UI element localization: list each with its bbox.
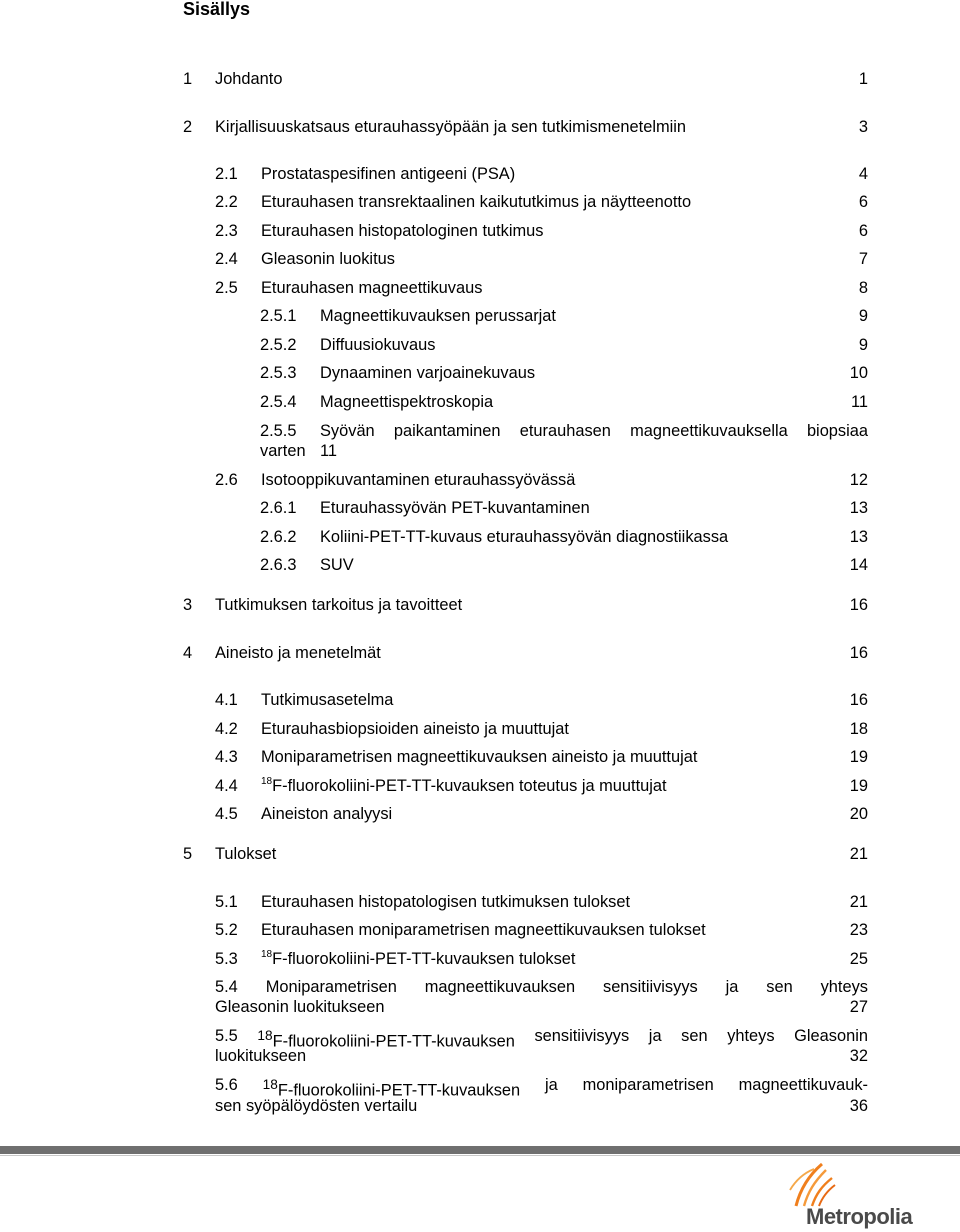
entry-number: 2.1 (215, 165, 238, 183)
entry-number: 2.6.2 (260, 528, 297, 546)
entry-page: 11 (320, 442, 338, 460)
entry-page: 16 (849, 596, 868, 614)
entry-number: 5.6 (215, 1076, 238, 1094)
entry-title: Eturauhasen transrektaalinen kaikututkimus ja näytteenotto (261, 193, 692, 211)
entry-page: 14 (849, 556, 868, 574)
entry-page: 27 (849, 998, 868, 1016)
entry-number: 2.2 (215, 193, 238, 211)
title-word: magneettikuvauksen (424, 978, 576, 996)
title-word: sen (766, 978, 793, 996)
title-word: ja (648, 1027, 662, 1045)
entry-title-continuation: luokitukseen (215, 1047, 307, 1065)
entry-title: Johdanto (215, 70, 283, 88)
entry-title (261, 949, 575, 972)
entry-page: 6 (858, 222, 868, 240)
entry-page: 21 (849, 893, 868, 911)
footer-bar (0, 1146, 960, 1154)
entry-number: 2.5.3 (260, 364, 297, 382)
entry-page: 7 (858, 250, 868, 268)
footer-divider (0, 1155, 960, 1156)
entry-page: 12 (849, 471, 868, 489)
entry-page: 16 (849, 644, 868, 662)
isotope-superscript: 18 (261, 776, 273, 787)
title-word: sen (681, 1027, 708, 1045)
entry-page: 18 (849, 720, 868, 738)
entry-title-continuation: varten (260, 442, 306, 460)
toc-heading: Sisällys (183, 0, 251, 19)
entry-number: 5 (183, 845, 193, 863)
entry-title-text: F-fluorokoliini-PET-TT-kuvauksen toteutus ja muuttujat (272, 777, 667, 795)
isotope-superscript: 18 (257, 1028, 273, 1043)
entry-page: 32 (849, 1047, 868, 1065)
entry-title-continuation: sen syöpälöydösten vertailu (215, 1097, 418, 1115)
entry-title: Tutkimusasetelma (261, 691, 394, 709)
entry-title: Eturauhasen magneettikuvaus (261, 279, 483, 297)
entry-title (261, 776, 667, 799)
entry-title: Magneettispektroskopia (320, 393, 494, 411)
entry-number: 4.2 (215, 720, 238, 738)
entry-title: Magneettikuvauksen perussarjat (320, 307, 556, 325)
entry-number: 2.6.1 (260, 499, 297, 517)
entry-title-line (215, 1026, 868, 1051)
title-word: Moniparametrisen (265, 978, 397, 996)
title-word: biopsiaa (806, 422, 868, 440)
entry-number: 1 (183, 70, 193, 88)
entry-number: 3 (183, 596, 193, 614)
entry-page: 4 (858, 165, 868, 183)
entry-title: Prostataspesifinen antigeeni (PSA) (261, 165, 516, 183)
entry-page: 10 (849, 364, 868, 382)
title-word: Syövän (320, 422, 375, 440)
entry-title-continuation: Gleasonin luokitukseen (215, 998, 385, 1016)
entry-number: 2.5 (215, 279, 238, 297)
entry-number: 5.5 (215, 1027, 238, 1045)
entry-page: 3 (858, 118, 868, 136)
title-word: sensitiivisyys (534, 1027, 630, 1045)
entry-number: 5.2 (215, 921, 238, 939)
entry-title: Moniparametrisen magneettikuvauksen aineisto ja muuttujat (261, 748, 698, 766)
entry-number: 4.5 (215, 805, 238, 823)
title-word: ja (725, 978, 739, 996)
title-word: yhteys (727, 1027, 775, 1045)
entry-title: Eturauhasen moniparametrisen magneettikuvauksen tulokset (261, 921, 706, 939)
entry-page: 13 (849, 499, 868, 517)
entry-number: 4.3 (215, 748, 238, 766)
entry-page: 20 (849, 805, 868, 823)
entry-number: 5.1 (215, 893, 238, 911)
entry-title-text: F-fluorokoliini-PET-TT-kuvauksen tulokset (272, 950, 576, 968)
entry-title: Tulokset (215, 845, 277, 863)
entry-number: 2.5.4 (260, 393, 297, 411)
isotope-superscript: 18 (261, 949, 273, 960)
entry-page: 9 (858, 336, 868, 354)
entry-title: Isotooppikuvantaminen eturauhassyövässä (261, 471, 576, 489)
entry-title: Eturauhasen histopatologisen tutkimuksen tulokset (261, 893, 631, 911)
entry-title-line (320, 421, 868, 441)
title-word: paikantaminen (393, 422, 501, 440)
entry-number: 5.4 (215, 978, 238, 996)
entry-number: 5.3 (215, 950, 238, 968)
entry-page: 9 (858, 307, 868, 325)
entry-number: 2.3 (215, 222, 238, 240)
entry-page: 19 (849, 748, 868, 766)
entry-title: Diffuusiokuvaus (320, 336, 436, 354)
entry-page: 16 (849, 691, 868, 709)
entry-number: 4.1 (215, 691, 238, 709)
entry-number: 4.4 (215, 777, 238, 795)
entry-page: 1 (858, 70, 868, 88)
title-word: $^{18}$F-fluorokoliini-PET-TT-kuvauksen (257, 1028, 515, 1051)
entry-title: Eturauhasen histopatologinen tutkimus (261, 222, 544, 240)
entry-number: 2.5.1 (260, 307, 297, 325)
entry-page: 25 (849, 950, 868, 968)
entry-title: Tutkimuksen tarkoitus ja tavoitteet (215, 596, 463, 614)
title-word: $^{18}$F-fluorokoliini-PET-TT-kuvauksen (262, 1077, 521, 1100)
entry-title: Koliini-PET-TT-kuvaus eturauhassyövän diagnostiikassa (320, 528, 729, 546)
entry-title: SUV (320, 556, 354, 574)
title-word: magneettikuvauk- (738, 1076, 868, 1094)
entry-page: 6 (858, 193, 868, 211)
entry-number: 2.4 (215, 250, 238, 268)
entry-page: 13 (849, 528, 868, 546)
entry-title: Eturauhasbiopsioiden aineisto ja muuttujat (261, 720, 569, 738)
entry-number: 4 (183, 644, 193, 662)
entry-page: 36 (849, 1097, 868, 1115)
entry-page: 11 (850, 393, 868, 411)
entry-title: Aineiston analyysi (261, 805, 393, 823)
entry-number: 2.5.2 (260, 336, 297, 354)
title-word: magneettikuvauksella (630, 422, 788, 440)
entry-number: 2.5.5 (260, 422, 297, 440)
title-word: Gleasonin (794, 1027, 868, 1045)
entry-title: Dynaaminen varjoainekuvaus (320, 364, 536, 382)
entry-page: 8 (858, 279, 868, 297)
entry-title: Kirjallisuuskatsaus eturauhassyöpään ja sen tutkimismenetelmiin (215, 118, 687, 136)
entry-number: 2 (183, 118, 193, 136)
entry-title: Eturauhassyövän PET-kuvantaminen (320, 499, 590, 517)
title-word: sensitiivisyys (603, 978, 698, 996)
title-word: yhteys (820, 978, 868, 996)
isotope-superscript: 18 (262, 1077, 278, 1092)
title-word: ja (544, 1076, 558, 1094)
entry-page: 19 (849, 777, 868, 795)
title-word: moniparametrisen (582, 1076, 714, 1094)
entry-page: 23 (849, 921, 868, 939)
title-word: eturauhasen (519, 422, 611, 440)
entry-number: 2.6 (215, 471, 238, 489)
entry-title-line (215, 977, 868, 997)
metropolia-logo-icon (782, 1160, 852, 1210)
entry-title: Aineisto ja menetelmät (215, 644, 381, 662)
entry-number: 2.6.3 (260, 556, 297, 574)
metropolia-logo-text: Metropolia (806, 1204, 913, 1229)
entry-title: Gleasonin luokitus (261, 250, 395, 268)
entry-page: 21 (849, 845, 868, 863)
